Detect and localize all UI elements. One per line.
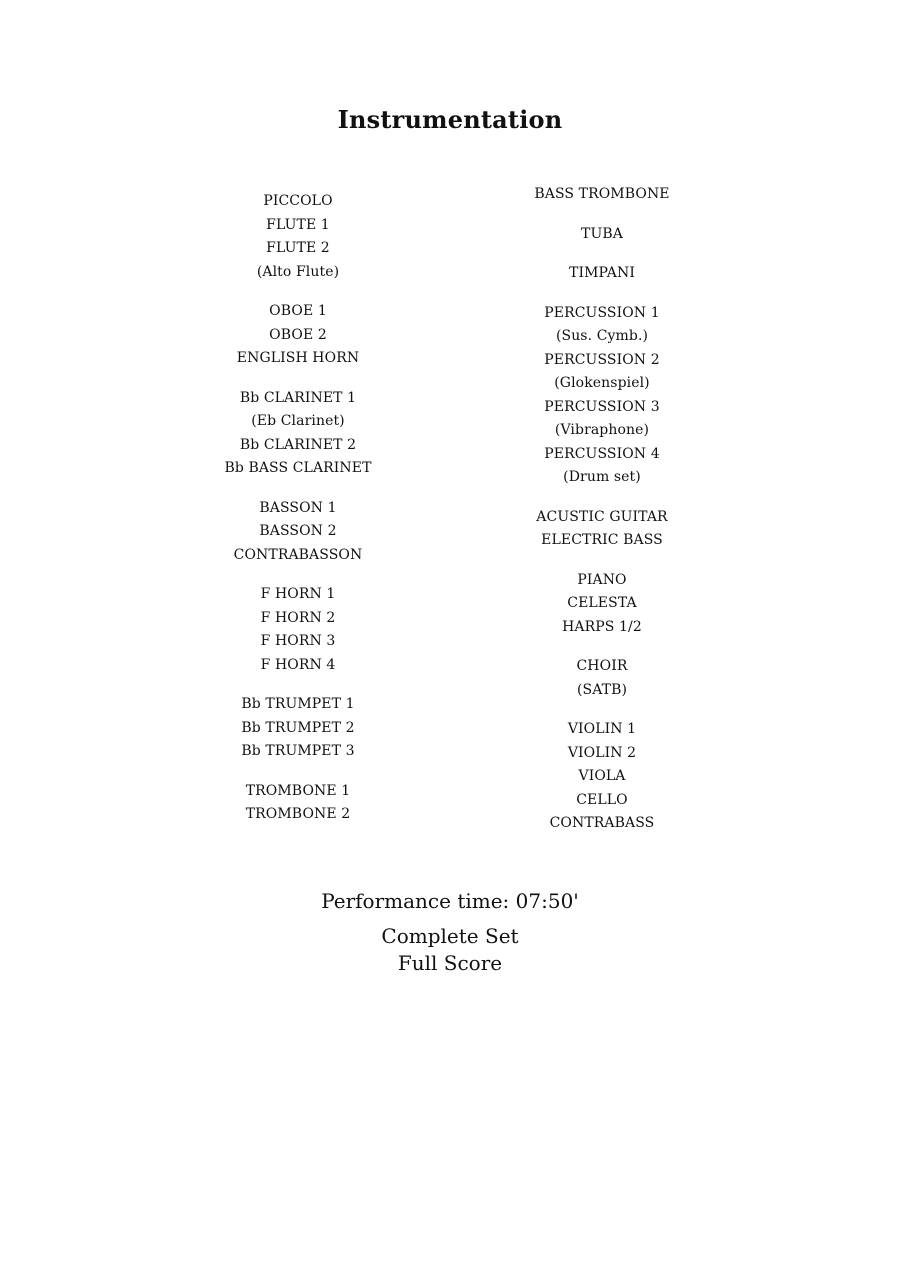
- instrument-group: [452, 655, 752, 702]
- instrument-group: [452, 262, 752, 286]
- instrument-group: [452, 569, 752, 640]
- instrument-name: (Sus. Cymb.): [555, 328, 649, 344]
- instrument-name: (SATB): [576, 681, 628, 698]
- instrument-list-left: [148, 190, 448, 843]
- instrument-name: TROMBONE 2: [245, 806, 351, 822]
- instrument-name: CELESTA: [567, 595, 637, 611]
- instrument-name: Bb TRUMPET 3: [241, 743, 355, 759]
- instrument-group: [148, 693, 448, 764]
- instrument-name: Bb TRUMPET 2: [241, 719, 355, 736]
- instrument-name: PIANO: [577, 571, 627, 588]
- instrument-name: TUBA: [581, 225, 623, 242]
- complete-set-label: Complete Set: [381, 924, 519, 948]
- instrument-group: [452, 223, 752, 247]
- instrument-name: ELECTRIC BASS: [541, 532, 663, 548]
- instrument-group: [452, 718, 752, 836]
- instrument-name: TROMBONE 1: [245, 782, 351, 799]
- instrument-name: CONTRABASS: [549, 815, 655, 831]
- instrument-name: VIOLA: [578, 768, 626, 784]
- instrument-name: F HORN 1: [260, 586, 336, 602]
- instrument-group: [148, 300, 448, 371]
- full-score-label: Full Score: [397, 951, 503, 975]
- instrument-name: CONTRABASSON: [233, 546, 363, 563]
- instrument-group: [148, 780, 448, 827]
- instrument-name: (Glokenspiel): [554, 375, 650, 391]
- instrument-name: PERCUSSION 3: [544, 398, 660, 415]
- instrument-name: (Drum set): [563, 469, 641, 485]
- instrument-name: F HORN 4: [260, 656, 336, 673]
- instrument-name: PICCOLO: [263, 193, 333, 209]
- instrument-name: HARPS 1/2: [562, 618, 642, 635]
- score-set-info: [0, 923, 900, 977]
- instrument-name: Bb CLARINET 1: [239, 389, 357, 406]
- instrument-name: Bb CLARINET 2: [239, 436, 357, 453]
- instrument-name: BASS TROMBONE: [534, 186, 670, 202]
- instrument-name: VIOLIN 2: [567, 744, 637, 761]
- instrument-group: [148, 190, 448, 284]
- performance-time: Performance time: 07:50': [321, 889, 579, 913]
- instrument-name: PERCUSSION 1: [544, 304, 660, 321]
- instrument-name: FLUTE 2: [266, 240, 330, 256]
- instrument-name: (Vibraphone): [554, 422, 650, 438]
- instrument-group: [452, 302, 752, 490]
- instrument-name: (Alto Flute): [256, 263, 340, 280]
- instrument-name: BASSON 2: [259, 523, 337, 539]
- instrument-name: (Eb Clarinet): [251, 413, 345, 429]
- instrument-name: Bb BASS CLARINET: [224, 460, 372, 476]
- instrument-name: TIMPANI: [569, 265, 635, 281]
- instrument-name: OBOE 1: [269, 303, 327, 319]
- instrument-name: CELLO: [576, 791, 628, 808]
- instrument-name: Bb TRUMPET 1: [241, 696, 355, 712]
- instrument-group: [148, 497, 448, 568]
- instrument-group: [452, 183, 752, 207]
- instrument-name: F HORN 2: [260, 609, 336, 626]
- instrument-name: F HORN 3: [260, 633, 336, 649]
- instrument-name: ENGLISH HORN: [236, 350, 360, 366]
- page-title: Instrumentation: [337, 105, 563, 134]
- instrument-list-right: [452, 183, 752, 852]
- instrument-name: PERCUSSION 2: [544, 351, 660, 368]
- instrument-name: PERCUSSION 4: [544, 445, 660, 462]
- instrument-group: [148, 387, 448, 481]
- instrument-name: ACUSTIC GUITAR: [536, 508, 668, 525]
- instrument-name: VIOLIN 1: [567, 721, 637, 737]
- instrument-name: OBOE 2: [269, 326, 327, 343]
- instrument-name: CHOIR: [576, 658, 628, 674]
- instrument-group: [148, 583, 448, 677]
- instrument-name: BASSON 1: [259, 499, 337, 516]
- instrument-group: [452, 506, 752, 553]
- instrument-name: FLUTE 1: [266, 216, 330, 233]
